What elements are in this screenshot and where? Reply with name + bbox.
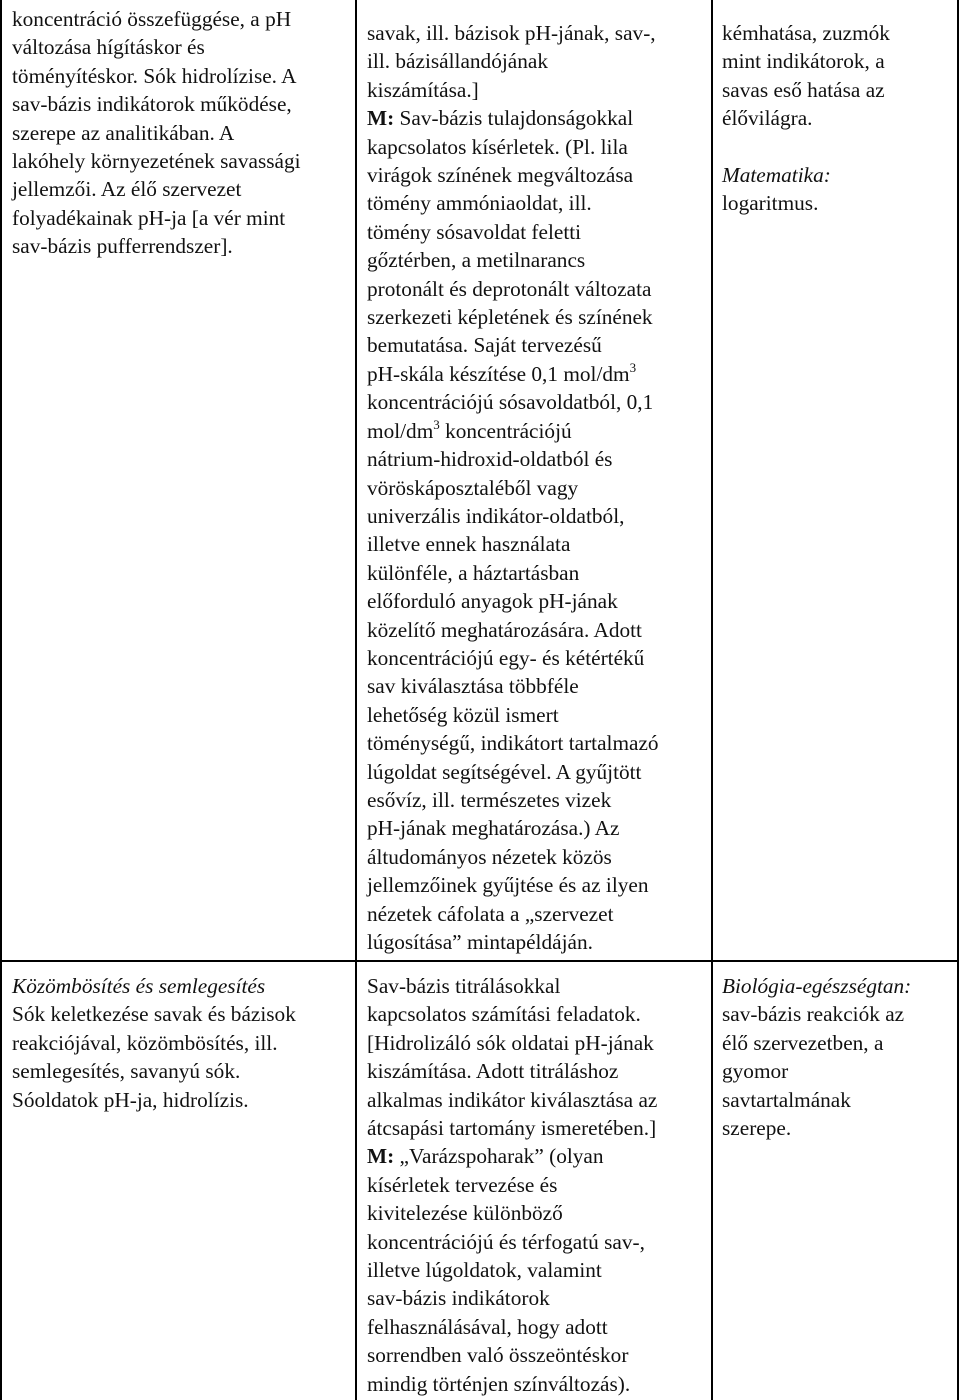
text-line: átcsapási tartomány ismeretében.] bbox=[367, 1116, 657, 1141]
row-divider bbox=[0, 960, 959, 962]
text-line: töményítéskor. Sók hidrolízise. A bbox=[12, 63, 297, 88]
text-line: mindig történjen színváltozás). bbox=[367, 1371, 631, 1396]
text-line: sorrendben való összeöntéskor bbox=[367, 1343, 629, 1368]
text-line: kiszámítása.] bbox=[367, 77, 479, 102]
text-line: folyadékainak pH-ja [a vér mint bbox=[12, 205, 286, 230]
text-line: felhasználásával, hogy adott bbox=[367, 1314, 608, 1339]
superscript: 3 bbox=[629, 359, 637, 375]
text-span: „Varázspoharak” (olyan bbox=[394, 1144, 604, 1169]
subject-heading: Biológia-egészségtan: bbox=[722, 974, 912, 998]
text-line: töménységű, indikátort tartalmazó bbox=[367, 731, 659, 756]
text-line: gyomor bbox=[722, 1059, 789, 1084]
text-line bbox=[367, 417, 659, 445]
text-line: szerepe az analitikában. A bbox=[12, 120, 235, 145]
text-span: mol/dm bbox=[367, 418, 434, 443]
row1-col1-cell bbox=[12, 5, 301, 261]
row2-col1-cell bbox=[12, 972, 296, 1114]
text-line: kapcsolatos kísérletek. (Pl. lila bbox=[367, 134, 628, 159]
text-line: kémhatása, zuzmók bbox=[722, 21, 890, 45]
method-label: M: bbox=[367, 106, 395, 131]
text-line: semlegesítés, savanyú sók. bbox=[12, 1059, 241, 1084]
paragraph-gap bbox=[722, 133, 890, 161]
text-line: koncentrációjú egy- és kétértékű bbox=[367, 645, 645, 670]
column-divider-1 bbox=[355, 0, 357, 1400]
text-line: kiszámítása. Adott titráláshoz bbox=[367, 1059, 619, 1084]
text-span: koncentrációjú bbox=[439, 418, 572, 443]
section-title: Közömbösítés és semlegesítés bbox=[12, 974, 266, 998]
text-line: lúgoldat segítségével. A gyűjtött bbox=[367, 759, 642, 784]
text-line: sav kiválasztása többféle bbox=[367, 674, 579, 699]
text-line: változása hígításkor és bbox=[12, 35, 205, 60]
text-span: pH-skála készítése 0,1 mol/dm bbox=[367, 361, 630, 386]
table-border-right bbox=[957, 0, 959, 1400]
text-line: gőztérben, a metilnarancs bbox=[367, 248, 586, 273]
text-line: közelítő meghatározására. Adott bbox=[367, 617, 642, 642]
text-line: illetve lúgoldatok, valamint bbox=[367, 1258, 602, 1283]
text-line: Sók keletkezése savak és bázisok bbox=[12, 1002, 296, 1027]
text-line: ill. bázisállandójának bbox=[367, 49, 548, 74]
subject-heading: Matematika: bbox=[722, 162, 831, 187]
text-line: Sav-bázis titrálásokkal bbox=[367, 974, 561, 998]
text-line: pH-jának meghatározása.) Az bbox=[367, 816, 620, 841]
text-line: [Hidrolizáló sók oldatai pH-jának bbox=[367, 1030, 654, 1055]
text-line: nátrium-hidroxid-oldatból és bbox=[367, 447, 613, 472]
text-line: Sóoldatok pH-ja, hidrolízis. bbox=[12, 1087, 249, 1112]
text-line: kivitelezése különböző bbox=[367, 1201, 563, 1226]
text-line: különféle, a háztartásban bbox=[367, 560, 580, 585]
row1-col3-cell bbox=[722, 19, 890, 217]
text-line: lúgosítása” mintapéldáján. bbox=[367, 930, 593, 954]
text-line: élővilágra. bbox=[722, 106, 813, 131]
text-line: sav-bázis reakciók az bbox=[722, 1002, 905, 1027]
row2-col3-cell bbox=[722, 972, 911, 1142]
text-line: lehetőség közül ismert bbox=[367, 702, 559, 727]
column-divider-2 bbox=[711, 0, 713, 1400]
text-line: tömény ammóniaoldat, ill. bbox=[367, 191, 592, 216]
text-line: szerkezeti képletének és színének bbox=[367, 305, 653, 330]
text-line: alkalmas indikátor kiválasztása az bbox=[367, 1087, 658, 1112]
method-label: M: bbox=[367, 1144, 395, 1169]
text-line: savas eső hatása az bbox=[722, 77, 885, 102]
text-line: sav-bázis indikátorok működése, bbox=[12, 92, 292, 117]
text-line: sav-bázis pufferrendszer]. bbox=[12, 234, 233, 259]
text-line: lakóhely környezetének savassági bbox=[12, 149, 301, 174]
text-line: tömény sósavoldat feletti bbox=[367, 219, 582, 244]
text-line: koncentrációjú sósavoldatból, 0,1 bbox=[367, 390, 654, 415]
superscript: 3 bbox=[433, 416, 440, 432]
text-line bbox=[367, 360, 659, 388]
text-line: savak, ill. bázisok pH-jának, sav-, bbox=[367, 21, 656, 45]
text-line: élő szervezetben, a bbox=[722, 1030, 884, 1055]
text-line: bemutatása. Saját tervezésű bbox=[367, 333, 602, 358]
text-line bbox=[367, 104, 659, 132]
table-border-left bbox=[0, 0, 2, 1400]
text-line: sav-bázis indikátorok bbox=[367, 1286, 550, 1311]
text-line: illetve ennek használata bbox=[367, 532, 571, 557]
text-line: vöröskáposztaléből vagy bbox=[367, 475, 579, 500]
text-line: mint indikátorok, a bbox=[722, 49, 885, 74]
text-span: Sav-bázis tulajdonságokkal bbox=[394, 106, 634, 131]
text-line: előforduló anyagok pH-jának bbox=[367, 589, 618, 614]
row2-col2-cell bbox=[367, 972, 657, 1398]
text-line: jellemzőinek gyűjtése és az ilyen bbox=[367, 873, 649, 898]
text-line: szerepe. bbox=[722, 1116, 792, 1141]
text-line: jellemzői. Az élő szervezet bbox=[12, 177, 242, 202]
text-line: protonált és deprotonált változata bbox=[367, 276, 652, 301]
text-line: reakciójával, közömbösítés, ill. bbox=[12, 1030, 278, 1055]
text-line: savtartalmának bbox=[722, 1087, 851, 1112]
text-line: virágok színének megváltozása bbox=[367, 163, 634, 188]
text-line: áltudományos nézetek közös bbox=[367, 844, 612, 869]
text-line: koncentráció összefüggése, a pH bbox=[12, 7, 292, 31]
text-line: esővíz, ill. természetes vizek bbox=[367, 787, 612, 812]
text-line: kísérletek tervezése és bbox=[367, 1172, 558, 1197]
text-line bbox=[367, 1142, 657, 1170]
row1-col2-cell bbox=[367, 19, 659, 956]
text-line: kapcsolatos számítási feladatok. bbox=[367, 1002, 641, 1027]
text-line: nézetek cáfolata a „szervezet bbox=[367, 901, 614, 926]
text-line: logaritmus. bbox=[722, 191, 819, 216]
text-line: koncentrációjú és térfogatú sav-, bbox=[367, 1229, 645, 1254]
text-line: univerzális indikátor-oldatból, bbox=[367, 503, 625, 528]
